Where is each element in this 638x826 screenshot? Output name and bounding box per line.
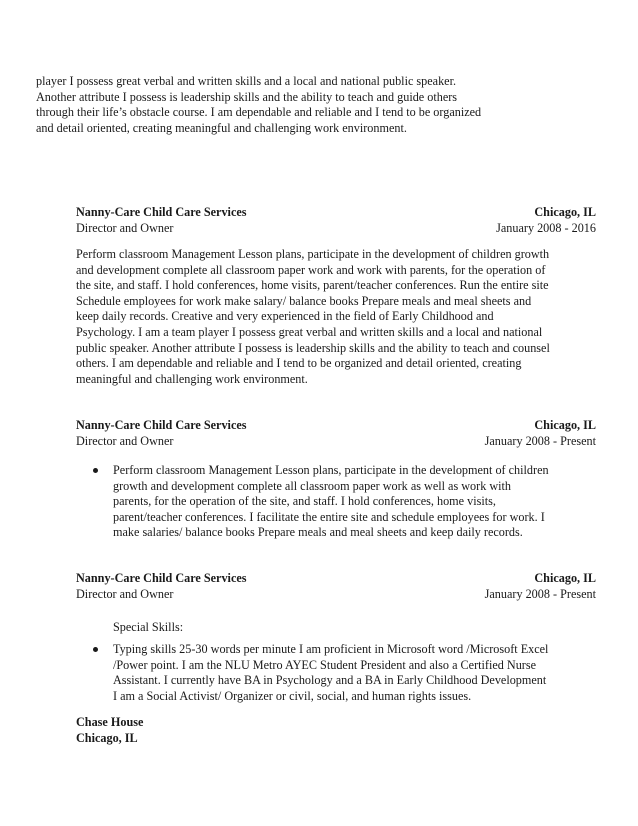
- job1-header: [76, 205, 596, 221]
- job2-title: Director and Owner: [76, 434, 174, 448]
- job1-line: keep daily records. Creative and very experienced in the field of Early Childhood and: [76, 309, 494, 324]
- job2-line: Perform classroom Management Lesson plans, participate in the development of children: [113, 463, 549, 477]
- intro-line: through their life’s obstacle course. I am dependable and reliable and I tend to be organized: [36, 105, 482, 120]
- job4-location: Chicago, IL: [76, 731, 138, 745]
- job2-subheader: [76, 434, 596, 450]
- job3-header: [76, 571, 596, 587]
- job1-subheader: [76, 221, 596, 237]
- job3-bullets: [113, 642, 561, 704]
- job3-line: I am a Social Activist/ Organizer or civil, social, and human rights issues.: [113, 688, 472, 703]
- job1-line: Schedule employees for work make salary/ balance books Prepare meals and meal sheets and: [76, 293, 532, 308]
- job3-subheader: [76, 587, 596, 603]
- intro-paragraph: [36, 74, 504, 136]
- intro-line: and detail oriented, creating meaningful and challenging work environment.: [36, 120, 407, 135]
- list-item: [113, 463, 561, 541]
- job3-title: Director and Owner: [76, 587, 174, 601]
- job1-location: Chicago, IL: [534, 205, 596, 219]
- special-skills-heading: Special Skills:: [113, 620, 184, 634]
- job1-line: Perform classroom Management Lesson plans, participate in the development of children growth: [76, 247, 550, 261]
- job3-line: Assistant. I currently have BA in Psychology and a BA in Early Childhood Development: [113, 673, 547, 688]
- job1-dates: January 2008 - 2016: [496, 221, 596, 235]
- job3-location: Chicago, IL: [534, 571, 596, 585]
- job3-line: /Power point. I am the NLU Metro AYEC Student President and also a Certified Nurse: [113, 657, 536, 672]
- job3-employer: Nanny-Care Child Care Services: [76, 571, 247, 585]
- intro-line: player I possess great verbal and written skills and a local and national public speaker.: [36, 74, 456, 88]
- job2-line: make salaries/ balance books Prepare meals and meal sheets and keep daily records.: [113, 525, 523, 540]
- job3-line: Typing skills 25-30 words per minute I am proficient in Microsoft word /Microsoft Excel: [113, 642, 549, 656]
- bullet-icon: [93, 647, 98, 652]
- job2-header: [76, 418, 596, 434]
- job4-employer: Chase House: [76, 715, 144, 729]
- job1-line: the site, and staff. I hold conferences, home visits, parent/teacher conferences. Run the entire site: [76, 278, 549, 293]
- job2-line: parent/teacher conferences. I facilitate the entire site and schedule employees for work. I: [113, 509, 545, 524]
- job1-title: Director and Owner: [76, 221, 174, 235]
- job1-employer: Nanny-Care Child Care Services: [76, 205, 247, 219]
- list-item: [113, 642, 561, 704]
- job1-line: Psychology. I am a team player I possess great verbal and written skills and a local and national: [76, 324, 543, 339]
- job2-location: Chicago, IL: [534, 418, 596, 432]
- job1-line: others. I am dependable and reliable and I tend to be organized and detail oriented, creating: [76, 356, 522, 371]
- job3-dates: January 2008 - Present: [484, 587, 596, 601]
- job1-line: and development complete all classroom paper work and work with parents, for the operation of: [76, 262, 546, 277]
- bullet-icon: [93, 468, 98, 473]
- job2-dates: January 2008 - Present: [484, 434, 596, 448]
- job2-line: parents, for the operation of the site, and staff. I hold conferences, home visits,: [113, 494, 496, 509]
- job2-bullets: [113, 463, 561, 541]
- job1-line: public speaker. Another attribute I possess is leadership skills and the ability to teach and counsel: [76, 340, 550, 355]
- job1-description: [76, 247, 564, 387]
- job2-line: growth and development complete all classroom paper work as well as work with: [113, 478, 512, 493]
- intro-line: Another attribute I possess is leadership skills and the ability to teach and guide others: [36, 89, 458, 104]
- job2-employer: Nanny-Care Child Care Services: [76, 418, 247, 432]
- job1-line: meaningful and challenging work environment.: [76, 371, 308, 386]
